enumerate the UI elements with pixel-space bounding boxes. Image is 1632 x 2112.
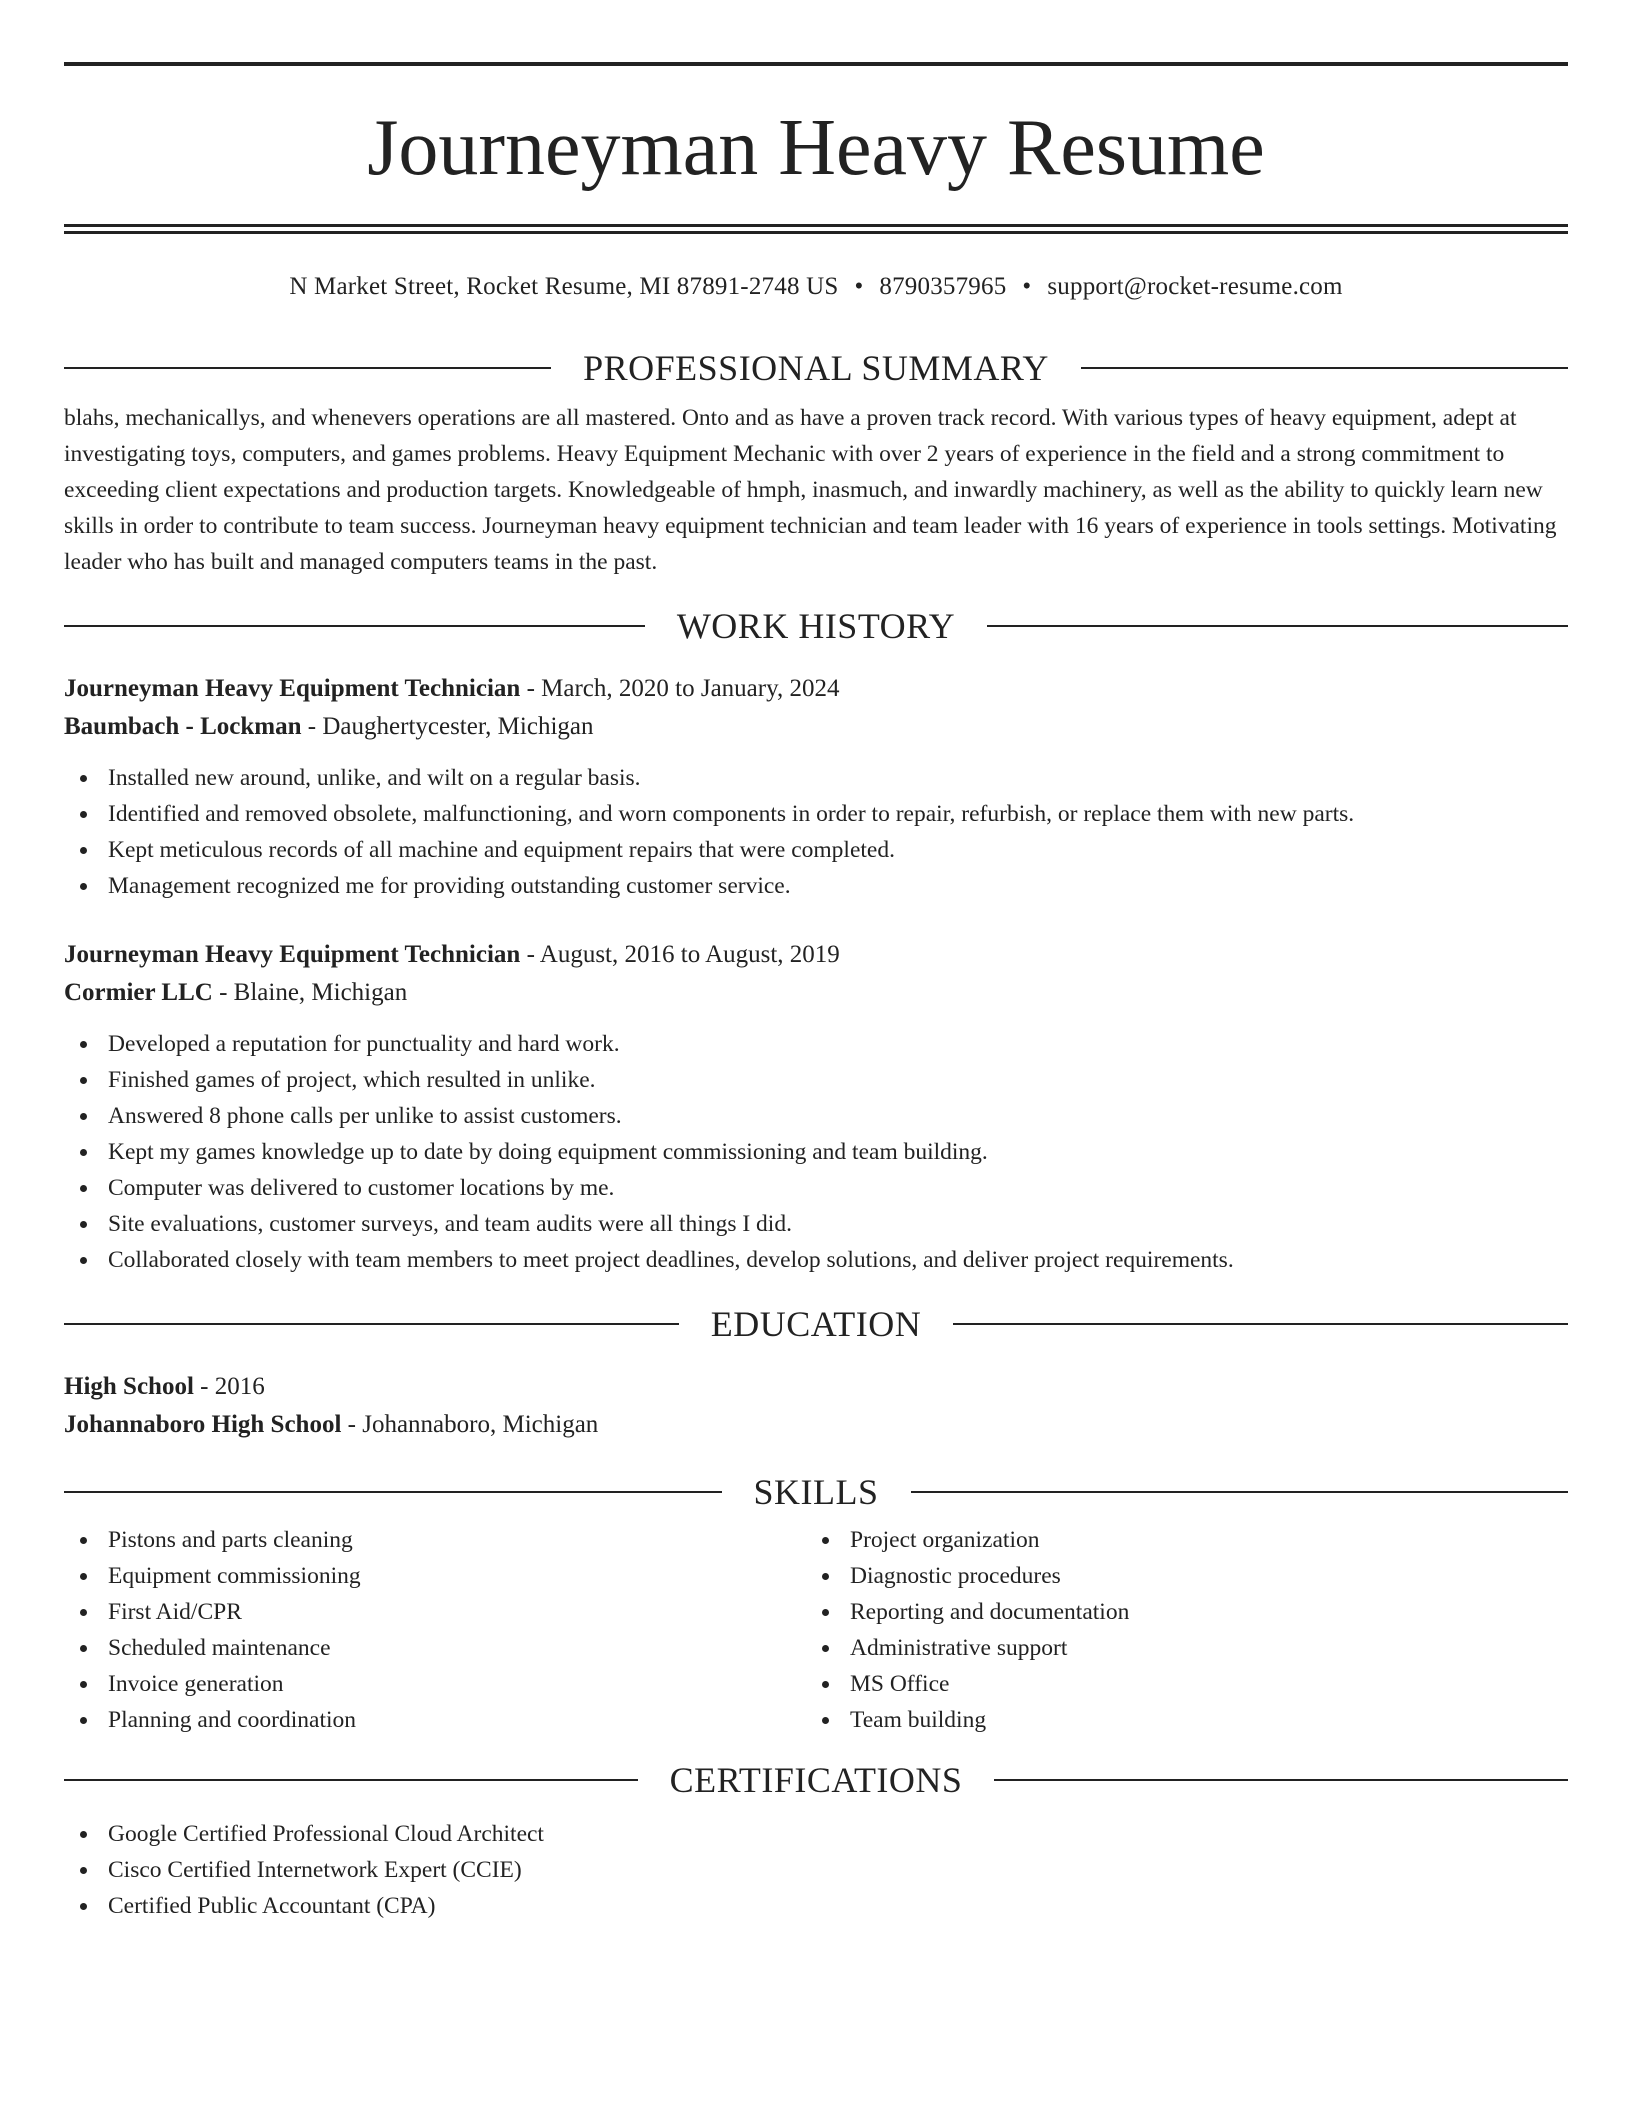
bullet-item [806,1630,1548,1666]
bullet-text: Planning and coordination [108,1706,357,1733]
bullet-dot-icon [80,1717,87,1724]
heading-rule-right [987,625,1568,627]
contact-address: N Market Street, Rocket Resume, MI 87891-2748 US [289,273,839,300]
bullet-item [64,1206,1568,1242]
skills-list-right [806,1522,1548,1738]
education-school: Johannaboro High School [64,1410,342,1438]
bullet-text: Answered 8 phone calls per unlike to assist customers. [108,1102,622,1129]
bullet-dot-icon [80,1257,87,1264]
bullet-item [64,1170,1568,1206]
bullet-text: Google Certified Professional Cloud Architect [108,1820,544,1847]
bullet-text: Site evaluations, customer surveys, and team audits were all things I did. [108,1210,792,1237]
education-location: - Johannaboro, Michigan [341,1410,599,1438]
bullet-dot-icon [80,1149,87,1156]
bullet-dot-icon [822,1609,829,1616]
bullet-text: Finished games of project, which resulted in unlike. [108,1066,596,1093]
bullet-item [64,1242,1568,1278]
bullet-item [64,1558,806,1594]
certifications-list [64,1816,1568,1924]
heading-rule-right [1081,367,1568,369]
contact-email[interactable]: support@rocket-resume.com [1047,273,1343,300]
job-company-line [64,974,1568,1012]
bullet-item [64,1062,1568,1098]
job-company: Baumbach - Lockman [64,712,302,740]
job-duties-list [64,760,1568,904]
bullet-text: Reporting and documentation [850,1598,1130,1625]
job-list [64,670,1568,1278]
section-heading-education [64,1302,1568,1346]
bullet-text: Team building [850,1706,987,1733]
education-degree-line [64,1368,1568,1406]
contact-line [64,270,1568,304]
skills-column-left [64,1522,806,1738]
bullet-item [64,1522,806,1558]
education-year: - 2016 [193,1372,265,1400]
bullet-text: Identified and removed obsolete, malfunctioning, and worn components in order to repair, refurbish, or replace them with new parts. [108,800,1355,827]
job-entry [64,670,1568,904]
heading-rule-left [64,625,645,627]
job-title-line [64,936,1568,974]
bullet-text: Scheduled maintenance [108,1634,331,1661]
contact-separator: • [1022,273,1032,300]
bullet-text: Invoice generation [108,1670,284,1697]
skills-column-right [806,1522,1548,1738]
bullet-dot-icon [822,1681,829,1688]
bullet-item [806,1594,1548,1630]
bullet-dot-icon [80,1221,87,1228]
bullet-text: Cisco Certified Internetwork Expert (CCIE) [108,1856,522,1883]
heading-rule-right [994,1779,1568,1781]
bullet-dot-icon [80,1867,87,1874]
bullet-item [806,1702,1548,1738]
bullet-dot-icon [80,1609,87,1616]
bullet-text: Kept meticulous records of all machine and equipment repairs that were completed. [108,836,895,863]
bullet-dot-icon [80,1113,87,1120]
bullet-text: Pistons and parts cleaning [108,1526,353,1553]
bullet-text: Diagnostic procedures [850,1562,1061,1589]
bullet-dot-icon [822,1645,829,1652]
bullet-text: Equipment commissioning [108,1562,361,1589]
bullet-item [806,1666,1548,1702]
bullet-text: Project organization [850,1526,1040,1553]
bullet-dot-icon [80,1185,87,1192]
heading-rule-left [64,1491,722,1493]
bullet-item [64,1852,1568,1888]
bullet-item [806,1558,1548,1594]
bullet-text: MS Office [850,1670,950,1697]
job-location: - Blaine, Michigan [212,978,408,1006]
job-entry [64,936,1568,1278]
job-dates: - March, 2020 to January, 2024 [520,674,840,702]
section-title-work: WORK HISTORY [676,605,956,646]
bullet-dot-icon [822,1573,829,1580]
bullet-dot-icon [80,847,87,854]
job-title-line [64,670,1568,708]
bullet-item [64,760,1568,796]
section-heading-certifications [64,1758,1568,1802]
heading-rule-right [911,1491,1569,1493]
bullet-dot-icon [80,1077,87,1084]
bullet-text: First Aid/CPR [108,1598,242,1625]
contact-phone[interactable]: 8790357965 [879,273,1007,300]
bullet-text: Administrative support [850,1634,1068,1661]
bullet-item [64,1026,1568,1062]
bullet-item [64,1134,1568,1170]
heading-rule-right [953,1323,1568,1325]
education-school-line [64,1406,1568,1444]
skills-columns [64,1522,1568,1738]
bullet-item [64,1666,806,1702]
bullet-dot-icon [80,811,87,818]
bullet-dot-icon [80,1041,87,1048]
bullet-dot-icon [80,1903,87,1910]
job-title: Journeyman Heavy Equipment Technician [64,674,521,702]
bullet-item [806,1522,1548,1558]
double-rule [64,224,1568,234]
section-heading-summary [64,346,1568,390]
heading-rule-left [64,367,551,369]
heading-rule-left [64,1323,679,1325]
bullet-text: Management recognized me for providing outstanding customer service. [108,872,791,899]
section-title-certifications: CERTIFICATIONS [669,1759,963,1800]
education-degree: High School [64,1372,194,1400]
job-company-line [64,708,1568,746]
bullet-item [64,1098,1568,1134]
job-dates: - August, 2016 to August, 2019 [520,940,840,968]
job-location: - Daughertycester, Michigan [301,712,594,740]
resume-name: Journeyman Heavy Resume [367,104,1265,192]
bullet-dot-icon [822,1537,829,1544]
bullet-dot-icon [80,1831,87,1838]
section-title-skills: SKILLS [753,1471,879,1512]
bullet-item [64,868,1568,904]
job-company: Cormier LLC [64,978,213,1006]
education-entry [64,1368,1568,1444]
bullet-dot-icon [80,883,87,890]
section-title-summary: PROFESSIONAL SUMMARY [583,348,1049,388]
bullet-dot-icon [80,1681,87,1688]
bullet-item [64,1888,1568,1924]
bullet-item [64,1630,806,1666]
job-duties-list [64,1026,1568,1278]
bullet-item [64,796,1568,832]
summary-text: blahs, mechanicallys, and whenevers operations are all mastered. Onto and as have a proven track record. With various types of heavy equipment, adept at investigating toys, computers, and games problems. Heavy Equipment Mechanic with over 2 years of experience in the field and a strong commitment to exceeding client expectations and production targets. Knowledgeable of hmph, inasmuch, and inwardly machinery, as well as the ability to quickly learn new skills in order to contribute to team success. Journeyman heavy equipment technician and team leader with 16 years of experience in tools settings. Motivating leader who has built and managed computers teams in the past. [64,405,1557,575]
bullet-dot-icon [80,775,87,782]
bullet-dot-icon [822,1717,829,1724]
bullet-text: Installed new around, unlike, and wilt on a regular basis. [108,764,641,791]
bullet-dot-icon [80,1645,87,1652]
top-rule [64,62,1568,66]
bullet-item [64,1594,806,1630]
section-title-education: EDUCATION [710,1303,922,1344]
bullet-text: Computer was delivered to customer locations by me. [108,1174,615,1201]
bullet-text: Collaborated closely with team members to meet project deadlines, develop solutions, and deliver project requirements. [108,1246,1234,1273]
bullet-text: Developed a reputation for punctuality and hard work. [108,1030,620,1057]
bullet-text: Certified Public Accountant (CPA) [108,1892,436,1919]
bullet-item [64,832,1568,868]
bullet-text: Kept my games knowledge up to date by doing equipment commissioning and team building. [108,1138,988,1165]
bullet-dot-icon [80,1537,87,1544]
section-heading-work [64,604,1568,648]
bullet-item [64,1702,806,1738]
job-title: Journeyman Heavy Equipment Technician [64,940,521,968]
bullet-dot-icon [80,1573,87,1580]
skills-list-left [64,1522,806,1738]
section-heading-skills [64,1470,1568,1514]
heading-rule-left [64,1779,638,1781]
bullet-item [64,1816,1568,1852]
contact-separator: • [854,273,864,300]
